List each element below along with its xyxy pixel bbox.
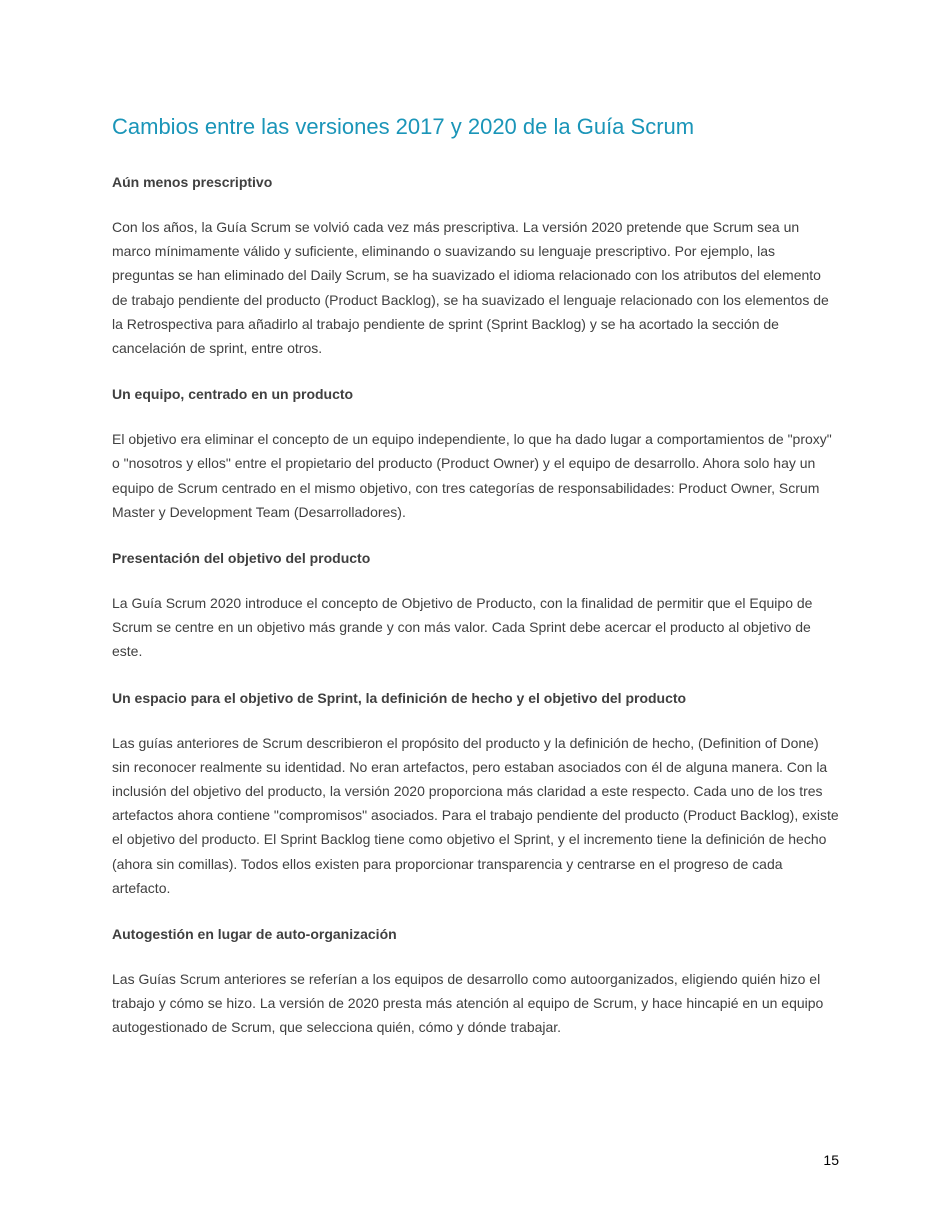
section-heading: Presentación del objetivo del producto [112, 550, 371, 567]
section-text: Las guías anteriores de Scrum describieron el propósito del producto y la definición de hecho, (Definition of Done) sin reconocer realmente su identidad. No eran artefactos, pero estaban asociados con él de alguna manera. Con la inclusión del objetivo del producto, la versión 2020 proporciona más claridad a este respecto. Cada uno de los tres artefactos ahora contiene "compromisos" asociados. Para el trabajo pendiente del producto (Product Backlog), existe el objetivo del producto. El Sprint Backlog tiene como objetivo el Sprint, y el incremento tiene la definición de hecho (ahora sin comillas). Todos ellos existen para proporcionar transparencia y centrarse en el progreso de cada artefacto. [112, 734, 839, 896]
section-one-team [112, 382, 840, 524]
section-heading: Aún menos prescriptivo [112, 174, 273, 190]
section-product-goal [112, 546, 840, 664]
document-page [112, 112, 840, 1062]
section-text: Con los años, la Guía Scrum se volvió cada vez más prescriptiva. La versión 2020 pretende que Scrum sea un marco mínimamente válido y suficiente, eliminando o suavizando su lenguaje prescriptivo. Por ejemplo, las preguntas se han eliminado del Daily Scrum, se ha suavizado el idioma relacionado con los atributos del elemento de trabajo pendiente del producto (Product Backlog), se ha suavizado el lenguaje relacionado con los elementos de la Retrospectiva para añadirlo al trabajo pendiente de sprint (Sprint Backlog) y se ha acortado la sección de cancelación de sprint, entre otros. [112, 219, 829, 357]
section-less-prescriptive [112, 170, 840, 360]
section-text: La Guía Scrum 2020 introduce el concepto de Objetivo de Producto, con la finalidad de permitir que el Equipo de Scrum se centre en un objetivo más grande y con más valor. Cada Sprint debe acercar el producto al objetivo de este. [112, 595, 813, 660]
section-heading: Un espacio para el objetivo de Sprint, la definición de hecho y el objetivo del producto [112, 689, 687, 706]
section-heading: Un equipo, centrado en un producto [112, 386, 354, 403]
section-text: El objetivo era eliminar el concepto de un equipo independiente, lo que ha dado lugar a comportamientos de "proxy" o "nosotros y ellos" entre el propietario del producto (Product Owner) y el equipo de desarrollo. Ahora solo hay un equipo de Scrum centrado en el mismo objetivo, con tres categorías de responsabilidades: Product Owner, Scrum Master y Development Team (Desarrolladores). [112, 431, 832, 520]
page-title: Cambios entre las versiones 2017 y 2020 de la Guía Scrum [112, 114, 695, 139]
section-self-management [112, 922, 840, 1040]
section-artifacts-commitments [112, 686, 840, 900]
section-text: Las Guías Scrum anteriores se referían a los equipos de desarrollo como autoorganizados, eligiendo quién hizo el trabajo y cómo se hizo. La versión de 2020 presta más atención al equipo de Scrum, y hace hincapié en un equipo autogestionado de Scrum, que selecciona quién, cómo y dónde trabajar. [112, 971, 824, 1036]
section-heading: Autogestión en lugar de auto-organización [112, 926, 397, 943]
page-number: 15 [823, 1152, 839, 1168]
